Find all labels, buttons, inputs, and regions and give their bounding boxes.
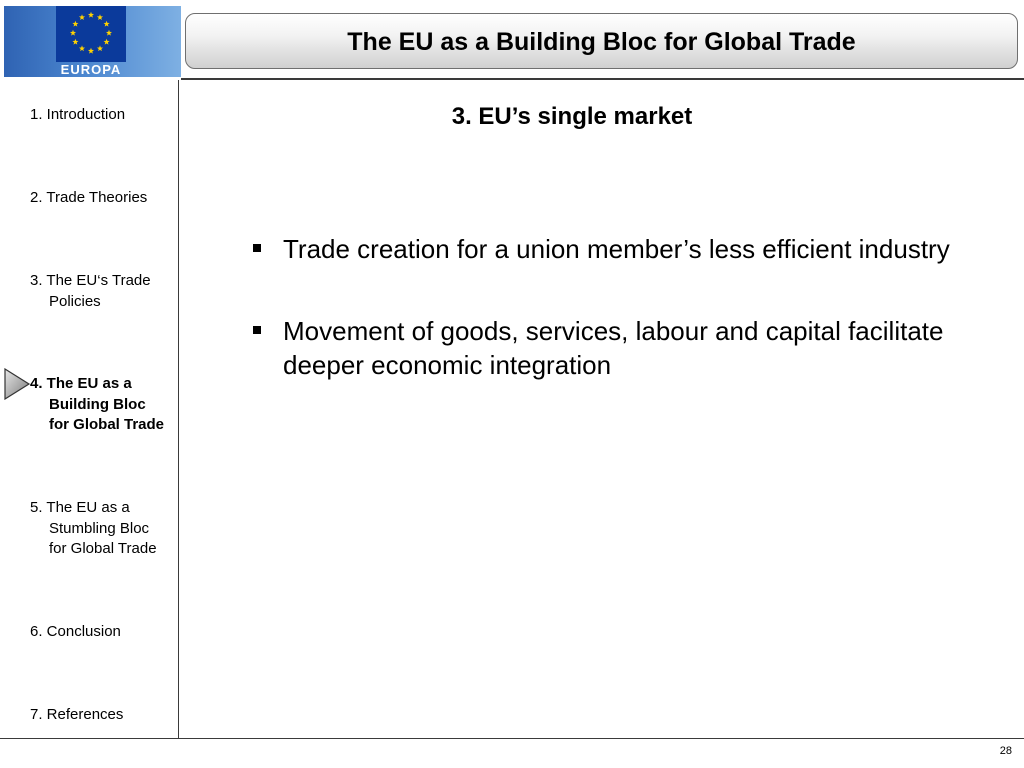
- logo-text: EUROPA: [60, 62, 122, 77]
- sidebar-item-trade-theories[interactable]: [30, 188, 190, 209]
- sidebar-item-label: 5. The EU as a: [30, 499, 130, 516]
- flag-star-icon: [72, 39, 78, 45]
- sidebar-item-label-cont: Stumbling Bloc: [49, 519, 150, 537]
- flag-star-icon: [88, 12, 94, 18]
- header-divider: [181, 78, 1024, 80]
- sidebar-item-label-cont: Building Bloc: [49, 395, 146, 413]
- sidebar-item-stumbling-bloc[interactable]: [30, 498, 190, 560]
- sidebar-item-label: 4. The EU as a: [30, 375, 132, 392]
- flag-star-icon: [97, 14, 103, 20]
- sidebar-item-label: 3. The EU‘s Trade: [30, 272, 151, 289]
- sidebar-item-label-cont: Policies: [49, 292, 101, 310]
- sidebar-item-label-cont2: for Global Trade: [49, 416, 165, 433]
- bullet-item: [250, 314, 950, 382]
- flag-star-icon: [104, 21, 110, 27]
- sidebar-item-introduction[interactable]: [30, 105, 190, 126]
- flag-star-icon: [88, 48, 94, 54]
- sidebar-item-conclusion[interactable]: [30, 622, 190, 643]
- sidebar-item-building-bloc[interactable]: [30, 374, 190, 436]
- sidebar-item-label: 7. References: [30, 706, 124, 723]
- flag-star-icon: [72, 21, 78, 27]
- bullet-item: [250, 232, 950, 266]
- title-bar: [185, 13, 1018, 69]
- flag-star-icon: [97, 45, 103, 51]
- sidebar-item-references[interactable]: [30, 705, 190, 726]
- bullet-text: Trade creation for a union member’s less efficient industry: [283, 234, 950, 264]
- sidebar-item-label-cont2: for Global Trade: [49, 540, 157, 557]
- eu-flag-icon: [56, 6, 126, 62]
- bullet-list: [250, 232, 950, 430]
- europa-logo: [4, 6, 181, 77]
- flag-star-icon: [70, 30, 76, 36]
- flag-star-icon: [104, 39, 110, 45]
- section-subtitle: 3. EU’s single market: [451, 103, 693, 130]
- sidebar-item-label: 1. Introduction: [30, 106, 126, 123]
- flag-star-icon: [79, 14, 85, 20]
- square-bullet-icon: [253, 326, 261, 334]
- slide-title: The EU as a Building Bloc for Global Trade: [347, 27, 856, 56]
- current-section-arrow-icon: [3, 368, 31, 400]
- footer-divider: [0, 738, 1024, 739]
- page-number: 28: [999, 745, 1012, 757]
- square-bullet-icon: [253, 244, 261, 252]
- flag-star-icon: [106, 30, 112, 36]
- bullet-text: Movement of goods, services, labour and capital facilitate deeper economic integration: [283, 316, 944, 380]
- sidebar-item-eu-trade-policies[interactable]: [30, 271, 190, 312]
- sidebar-item-label: 6. Conclusion: [30, 623, 121, 640]
- flag-star-icon: [79, 45, 85, 51]
- sidebar-item-label: 2. Trade Theories: [30, 189, 148, 206]
